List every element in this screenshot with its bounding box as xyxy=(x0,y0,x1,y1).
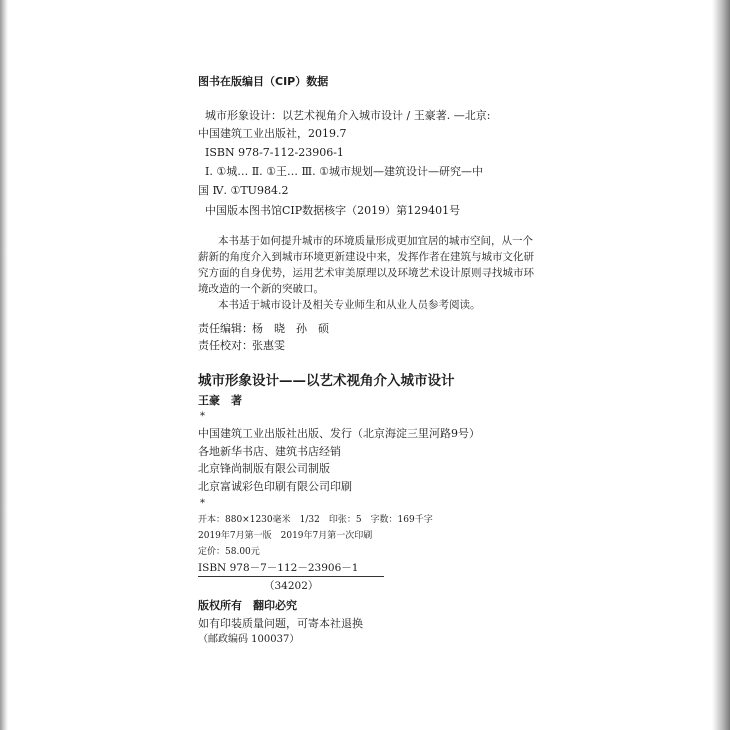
isbn-underline xyxy=(198,576,384,577)
printer-line: 北京富诚彩色印刷有限公司印刷 xyxy=(198,480,352,493)
page-edge-shadow-right xyxy=(712,0,730,730)
book-code: （34202） xyxy=(264,580,319,592)
summary-audience: 本书适于城市设计及相关专业师生和从业人员参考阅读。 xyxy=(218,299,481,311)
summary-line-4: 境改造的一个新的突破口。 xyxy=(198,283,324,295)
isbn-line: ISBN 978－7－112－23906－1 xyxy=(198,562,359,574)
summary-line-2: 薪新的角度介入到城市环境更新建设中来，发挥作者在建筑与城市文化研 xyxy=(198,251,534,263)
summary-line-1: 本书基于如何提升城市的环境质量形成更加宜居的城市空间，从一个 xyxy=(218,235,533,247)
edition-line: 2019年7月第一版 2019年7月第一次印刷 xyxy=(198,531,373,541)
rights-reserved: 版权所有 翻印必究 xyxy=(198,599,297,612)
separator-star-2: * xyxy=(200,498,205,509)
cip-line-2: 中国建筑工业出版社，2019.7 xyxy=(198,127,347,140)
separator-star-1: * xyxy=(200,411,205,422)
cip-classification-cont: 国 Ⅳ. ①TU984.2 xyxy=(198,184,289,197)
cip-isbn: ISBN 978-7-112-23906-1 xyxy=(205,146,344,159)
publisher-line: 中国建筑工业出版社出版、发行（北京海淀三里河路9号） xyxy=(198,427,480,440)
format-line: 开本：880×1230毫米 1/32 印张：5 字数：169千字 xyxy=(198,515,433,525)
prepress-line: 北京锋尚制版有限公司制版 xyxy=(198,462,330,475)
distributor-line: 各地新华书店、建筑书店经销 xyxy=(198,445,341,458)
postal-code: （邮政编码 100037） xyxy=(198,634,300,645)
book-title: 城市形象设计——以艺术视角介入城市设计 xyxy=(198,373,455,389)
proofreader-label: 责任校对： xyxy=(198,339,253,352)
cip-classification: Ⅰ. ①城… Ⅱ. ①王… Ⅲ. ①城市规划—建筑设计—研究—中 xyxy=(205,165,483,178)
summary-line-3: 究方面的自身优势，运用艺术审美原理以及环境艺术设计原则寻找城市环 xyxy=(198,267,534,279)
editor-label: 责任编辑： xyxy=(198,322,253,335)
editor-names: 杨 晓 孙 硕 xyxy=(252,322,329,335)
cip-line-1: 城市形象设计：以艺术视角介入城市设计 / 王豪著. —北京: xyxy=(205,109,491,122)
page-edge-shadow-left xyxy=(0,0,8,730)
return-policy: 如有印装质量问题，可寄本社退换 xyxy=(198,617,363,630)
proofreader-name: 张惠雯 xyxy=(252,339,285,352)
book-author: 王豪 著 xyxy=(198,394,242,407)
price-line: 定价：58.00元 xyxy=(198,547,260,557)
cip-heading: 图书在版编目（CIP）数据 xyxy=(198,75,329,88)
cip-record-number: 中国版本图书馆CIP数据核字（2019）第129401号 xyxy=(205,204,461,217)
